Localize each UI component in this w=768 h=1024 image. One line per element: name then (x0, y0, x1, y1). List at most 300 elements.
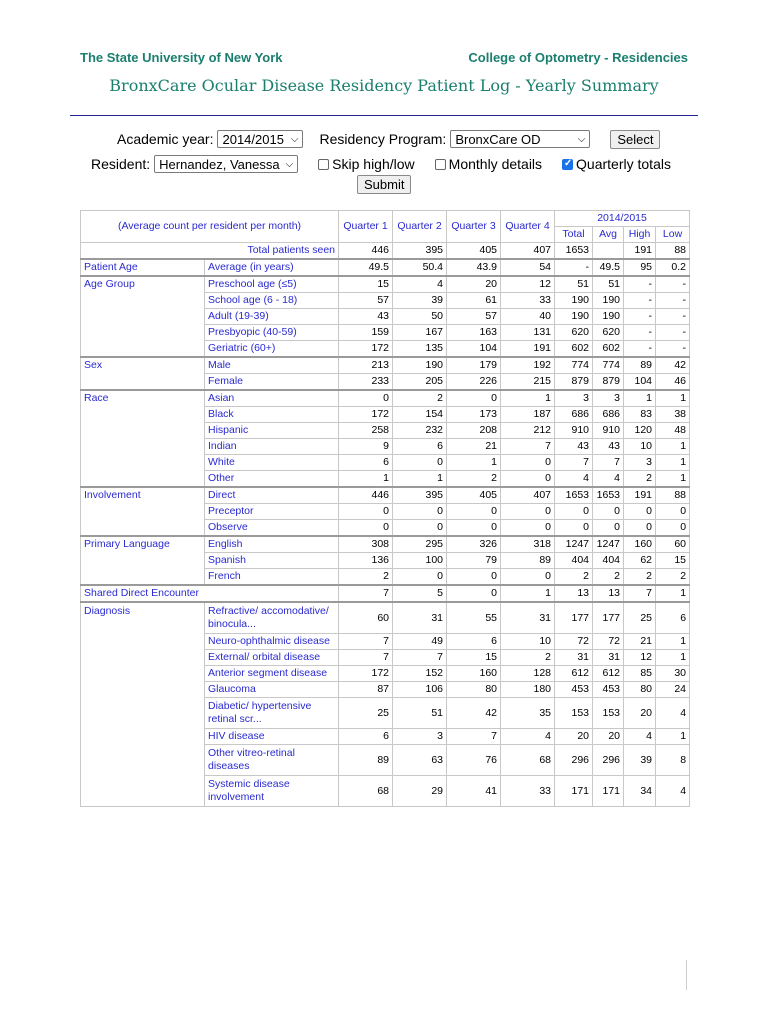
table-cell: 0 (447, 585, 501, 602)
table-cell: - (624, 341, 656, 358)
table-cell: 620 (593, 325, 624, 341)
resident-select[interactable] (154, 155, 298, 173)
table-cell: 446 (339, 487, 393, 504)
scroll-edge (686, 960, 687, 990)
skip-high-low-checkbox[interactable] (318, 159, 329, 170)
table-cell: 1 (393, 471, 447, 488)
header-avg: Avg (593, 227, 624, 243)
table-cell: 774 (555, 357, 593, 374)
chevron-down-icon: ⌵ (285, 158, 294, 170)
table-cell: - (624, 293, 656, 309)
table-cell: 1 (656, 455, 690, 471)
row-label: Indian (205, 439, 339, 455)
table-cell: 80 (447, 682, 501, 698)
total-patients-label: Total patients seen (81, 243, 339, 260)
table-cell: 407 (501, 243, 555, 260)
table-cell: - (624, 276, 656, 293)
table-row (81, 602, 690, 634)
table-cell: 1 (656, 650, 690, 666)
table-cell: 296 (555, 745, 593, 776)
table-cell: 51 (593, 276, 624, 293)
table-cell: 6 (656, 602, 690, 634)
table-cell: 453 (593, 682, 624, 698)
table-cell: 1 (656, 729, 690, 745)
row-label: Hispanic (205, 423, 339, 439)
table-cell: 4 (501, 729, 555, 745)
table-cell: 0 (501, 520, 555, 537)
row-label: Other (205, 471, 339, 488)
table-row (81, 259, 690, 276)
table-cell: 10 (624, 439, 656, 455)
college-name: College of Optometry - Residencies (468, 50, 688, 65)
table-cell: 2 (624, 569, 656, 586)
table-cell: - (555, 259, 593, 276)
header-year: 2014/2015 (555, 211, 690, 227)
table-cell: 191 (501, 341, 555, 358)
table-cell: 205 (393, 374, 447, 391)
table-cell: 1653 (593, 487, 624, 504)
total-patients-row (81, 243, 690, 260)
row-label: Neuro-ophthalmic disease (205, 634, 339, 650)
table-cell: 13 (593, 585, 624, 602)
row-label: Black (205, 407, 339, 423)
table-cell: 1 (501, 585, 555, 602)
table-cell: 46 (656, 374, 690, 391)
header-high: High (624, 227, 656, 243)
group-label: Sex (81, 357, 205, 390)
row-label: Systemic disease involvement (205, 776, 339, 807)
table-cell: 25 (624, 602, 656, 634)
table-cell: 0 (624, 520, 656, 537)
table-cell: 179 (447, 357, 501, 374)
table-cell: 88 (656, 243, 690, 260)
table-cell: 0 (501, 471, 555, 488)
table-cell: 39 (393, 293, 447, 309)
row-label: Preceptor (205, 504, 339, 520)
table-cell: 395 (393, 487, 447, 504)
table-cell: 1653 (555, 243, 593, 260)
table-cell: 34 (624, 776, 656, 807)
table-cell: 42 (447, 698, 501, 729)
table-cell: 2 (393, 390, 447, 407)
row-label: English (205, 536, 339, 553)
table-cell: 135 (393, 341, 447, 358)
table-cell: 612 (593, 666, 624, 682)
table-cell: 453 (555, 682, 593, 698)
table-cell: 1 (624, 390, 656, 407)
table-cell: 7 (593, 455, 624, 471)
table-cell: 40 (501, 309, 555, 325)
table-cell (593, 243, 624, 260)
table-cell: 0 (555, 504, 593, 520)
table-cell: - (624, 309, 656, 325)
table-cell: 35 (501, 698, 555, 729)
table-cell: 54 (501, 259, 555, 276)
table-cell: 0 (447, 504, 501, 520)
table-cell: 0 (593, 520, 624, 537)
table-cell: 0 (501, 569, 555, 586)
table-cell: - (656, 325, 690, 341)
table-cell: 62 (624, 553, 656, 569)
table-cell: 1 (656, 471, 690, 488)
table-cell: 686 (555, 407, 593, 423)
table-cell: 910 (593, 423, 624, 439)
row-label: Preschool age (≤5) (205, 276, 339, 293)
table-cell: 2 (624, 471, 656, 488)
table-cell: 68 (501, 745, 555, 776)
table-row (81, 536, 690, 553)
table-cell: 1 (656, 439, 690, 455)
table-cell: 68 (339, 776, 393, 807)
table-cell: 8 (656, 745, 690, 776)
chevron-down-icon: ⌵ (577, 133, 586, 145)
row-label: Male (205, 357, 339, 374)
table-cell: 774 (593, 357, 624, 374)
table-cell: 20 (447, 276, 501, 293)
table-cell: 0 (393, 455, 447, 471)
row-label: Presbyopic (40-59) (205, 325, 339, 341)
table-cell: 25 (339, 698, 393, 729)
group-label: Race (81, 390, 205, 487)
table-cell: 63 (393, 745, 447, 776)
table-cell: 3 (393, 729, 447, 745)
table-cell: 48 (656, 423, 690, 439)
table-cell: 20 (624, 698, 656, 729)
row-label: Asian (205, 390, 339, 407)
table-cell: 57 (447, 309, 501, 325)
table-cell: 7 (555, 455, 593, 471)
table-cell: 159 (339, 325, 393, 341)
table-cell: 0 (501, 455, 555, 471)
row-label: HIV disease (205, 729, 339, 745)
table-cell: 620 (555, 325, 593, 341)
table-cell: 7 (447, 729, 501, 745)
table-cell: 2 (339, 569, 393, 586)
skip-high-low-option[interactable] (318, 156, 415, 172)
header-quarter-3: Quarter 3 (447, 211, 501, 243)
table-cell: 152 (393, 666, 447, 682)
header-quarter-1: Quarter 1 (339, 211, 393, 243)
program-select[interactable] (450, 130, 590, 148)
row-label: Female (205, 374, 339, 391)
table-cell: 55 (447, 602, 501, 634)
table-cell: 0 (339, 390, 393, 407)
table-cell: 0.2 (656, 259, 690, 276)
table-cell: 7 (501, 439, 555, 455)
table-cell: 4 (593, 471, 624, 488)
table-cell: 31 (501, 602, 555, 634)
table-cell: 61 (447, 293, 501, 309)
table-cell: 4 (393, 276, 447, 293)
table-cell: 5 (393, 585, 447, 602)
row-label: White (205, 455, 339, 471)
table-cell: 7 (393, 650, 447, 666)
quarterly-totals-label: Quarterly totals (576, 156, 671, 172)
table-cell: 177 (593, 602, 624, 634)
table-cell: 1 (339, 471, 393, 488)
table-cell: 686 (593, 407, 624, 423)
table-cell: 85 (624, 666, 656, 682)
table-cell: 72 (555, 634, 593, 650)
table-cell: 404 (593, 553, 624, 569)
group-label: Involvement (81, 487, 205, 536)
academic-year-value: 2014/2015 (222, 131, 284, 147)
table-cell: 602 (593, 341, 624, 358)
table-cell: 4 (555, 471, 593, 488)
table-cell: 180 (501, 682, 555, 698)
table-cell: 295 (393, 536, 447, 553)
table-cell: 120 (624, 423, 656, 439)
table-cell: 191 (624, 487, 656, 504)
table-cell: 7 (624, 585, 656, 602)
table-cell: 41 (447, 776, 501, 807)
table-cell: 136 (339, 553, 393, 569)
table-cell: 6 (447, 634, 501, 650)
group-label: Patient Age (81, 259, 205, 276)
row-label: Direct (205, 487, 339, 504)
table-cell: 213 (339, 357, 393, 374)
table-row (81, 357, 690, 374)
row-label: Glaucoma (205, 682, 339, 698)
table-cell: 154 (393, 407, 447, 423)
table-cell: 177 (555, 602, 593, 634)
table-cell: 21 (447, 439, 501, 455)
table-cell: 405 (447, 487, 501, 504)
table-cell: 39 (624, 745, 656, 776)
table-cell: 0 (393, 569, 447, 586)
table-cell: 2 (656, 569, 690, 586)
table-cell: 31 (393, 602, 447, 634)
row-label: Refractive/ accomodative/ binocula... (205, 602, 339, 634)
table-cell: 232 (393, 423, 447, 439)
table-cell: 172 (339, 407, 393, 423)
table-cell: 208 (447, 423, 501, 439)
table-cell: 602 (555, 341, 593, 358)
table-cell: 15 (656, 553, 690, 569)
table-cell: 12 (501, 276, 555, 293)
table-cell: 43 (339, 309, 393, 325)
header-divider (70, 115, 698, 116)
table-cell: 0 (555, 520, 593, 537)
table-cell: 4 (656, 776, 690, 807)
table-cell: 0 (393, 520, 447, 537)
table-cell: 2 (447, 471, 501, 488)
table-cell: 879 (555, 374, 593, 391)
table-cell: 153 (555, 698, 593, 729)
academic-year-select[interactable] (217, 130, 303, 148)
table-cell: 10 (501, 634, 555, 650)
table-cell: 43.9 (447, 259, 501, 276)
row-label: Spanish (205, 553, 339, 569)
table-cell: 104 (447, 341, 501, 358)
header-quarter-4: Quarter 4 (501, 211, 555, 243)
table-cell: 318 (501, 536, 555, 553)
table-cell: 407 (501, 487, 555, 504)
table-cell: 191 (624, 243, 656, 260)
table-cell: 89 (624, 357, 656, 374)
chevron-down-icon: ⌵ (290, 133, 299, 145)
table-cell: 3 (555, 390, 593, 407)
quarterly-totals-checkbox[interactable] (562, 159, 573, 170)
header-total: Total (555, 227, 593, 243)
table-cell: - (656, 309, 690, 325)
table-cell: 43 (593, 439, 624, 455)
table-cell: 6 (339, 455, 393, 471)
table-cell: 1 (656, 634, 690, 650)
table-cell: 6 (393, 439, 447, 455)
row-label: Observe (205, 520, 339, 537)
table-cell: 190 (593, 293, 624, 309)
table-cell: 1 (656, 390, 690, 407)
table-cell: 1653 (555, 487, 593, 504)
table-cell: 21 (624, 634, 656, 650)
table-cell: 7 (339, 585, 393, 602)
table-cell: 33 (501, 293, 555, 309)
table-cell: 89 (501, 553, 555, 569)
table-cell: 160 (624, 536, 656, 553)
table-cell: 51 (555, 276, 593, 293)
table-cell: - (624, 325, 656, 341)
header-note: (Average count per resident per month) (81, 211, 339, 243)
table-cell: 89 (339, 745, 393, 776)
table-cell: 910 (555, 423, 593, 439)
table-cell: 128 (501, 666, 555, 682)
table-cell: 4 (656, 698, 690, 729)
table-cell: 1247 (593, 536, 624, 553)
table-cell: 233 (339, 374, 393, 391)
table-cell: 0 (447, 569, 501, 586)
table-cell: 0 (393, 504, 447, 520)
table-cell: - (656, 293, 690, 309)
table-cell: 190 (593, 309, 624, 325)
table-cell: 296 (593, 745, 624, 776)
table-cell: 0 (447, 390, 501, 407)
row-label: Average (in years) (205, 259, 339, 276)
table-cell: 95 (624, 259, 656, 276)
table-cell: 0 (447, 520, 501, 537)
table-cell: 76 (447, 745, 501, 776)
table-cell: 192 (501, 357, 555, 374)
table-cell: 160 (447, 666, 501, 682)
table-cell: 60 (656, 536, 690, 553)
table-cell: 0 (339, 504, 393, 520)
university-name: The State University of New York (80, 50, 283, 65)
quarterly-totals-option[interactable] (562, 156, 671, 172)
resident-value: Hernandez, Vanessa (159, 156, 280, 172)
select-button[interactable]: Select (610, 130, 660, 149)
table-cell: 106 (393, 682, 447, 698)
table-cell: 7 (339, 650, 393, 666)
table-cell: 163 (447, 325, 501, 341)
group-label: Diagnosis (81, 602, 205, 807)
table-cell: 173 (447, 407, 501, 423)
table-cell: 215 (501, 374, 555, 391)
table-cell: 0 (624, 504, 656, 520)
table-cell: 212 (501, 423, 555, 439)
table-cell: 0 (656, 504, 690, 520)
monthly-details-label: Monthly details (448, 156, 543, 172)
table-cell: 33 (501, 776, 555, 807)
header-low: Low (656, 227, 690, 243)
table-cell: - (656, 276, 690, 293)
table-cell: 258 (339, 423, 393, 439)
row-label: Adult (19-39) (205, 309, 339, 325)
resident-label: Resident: (91, 156, 151, 172)
table-cell: 104 (624, 374, 656, 391)
table-cell: 50.4 (393, 259, 447, 276)
table-cell: 20 (555, 729, 593, 745)
table-cell: 612 (555, 666, 593, 682)
group-label: Shared Direct Encounter (81, 585, 339, 602)
monthly-details-checkbox[interactable] (435, 159, 446, 170)
table-cell: 1247 (555, 536, 593, 553)
table-cell: 13 (555, 585, 593, 602)
table-cell: 0 (656, 520, 690, 537)
submit-button[interactable]: Submit (357, 175, 411, 194)
skip-high-low-label: Skip high/low (332, 156, 415, 172)
table-cell: 190 (393, 357, 447, 374)
table-cell: 31 (555, 650, 593, 666)
table-cell: 100 (393, 553, 447, 569)
row-label: French (205, 569, 339, 586)
table-cell: 0 (339, 520, 393, 537)
table-cell: 226 (447, 374, 501, 391)
table-cell: 51 (393, 698, 447, 729)
table-cell: 38 (656, 407, 690, 423)
table-cell: 153 (593, 698, 624, 729)
table-cell: 187 (501, 407, 555, 423)
row-label: Anterior segment disease (205, 666, 339, 682)
table-cell: 83 (624, 407, 656, 423)
table-cell: 308 (339, 536, 393, 553)
table-cell: 3 (624, 455, 656, 471)
table-cell: 24 (656, 682, 690, 698)
table-cell: 31 (593, 650, 624, 666)
table-cell: 171 (555, 776, 593, 807)
table-cell: 87 (339, 682, 393, 698)
table-cell: 0 (593, 504, 624, 520)
table-cell: 80 (624, 682, 656, 698)
academic-year-label: Academic year: (117, 131, 214, 147)
table-cell: 326 (447, 536, 501, 553)
table-cell: 2 (501, 650, 555, 666)
header-quarter-2: Quarter 2 (393, 211, 447, 243)
table-cell: 60 (339, 602, 393, 634)
summary-table-container (80, 210, 689, 807)
table-cell: 49.5 (593, 259, 624, 276)
program-value: BronxCare OD (455, 131, 541, 147)
table-cell: 1 (447, 455, 501, 471)
row-label: Other vitreo-retinal diseases (205, 745, 339, 776)
table-cell: 30 (656, 666, 690, 682)
table-cell: 1 (501, 390, 555, 407)
row-label: Diabetic/ hypertensive retinal scr... (205, 698, 339, 729)
table-cell: - (656, 341, 690, 358)
table-cell: 446 (339, 243, 393, 260)
monthly-details-option[interactable] (435, 156, 542, 172)
table-cell: 88 (656, 487, 690, 504)
table-cell: 404 (555, 553, 593, 569)
table-row (81, 276, 690, 293)
table-cell: 4 (624, 729, 656, 745)
table-cell: 405 (447, 243, 501, 260)
table-cell: 0 (501, 504, 555, 520)
table-cell: 167 (393, 325, 447, 341)
table-cell: 2 (555, 569, 593, 586)
table-cell: 3 (593, 390, 624, 407)
row-label: School age (6 - 18) (205, 293, 339, 309)
table-cell: 49 (393, 634, 447, 650)
